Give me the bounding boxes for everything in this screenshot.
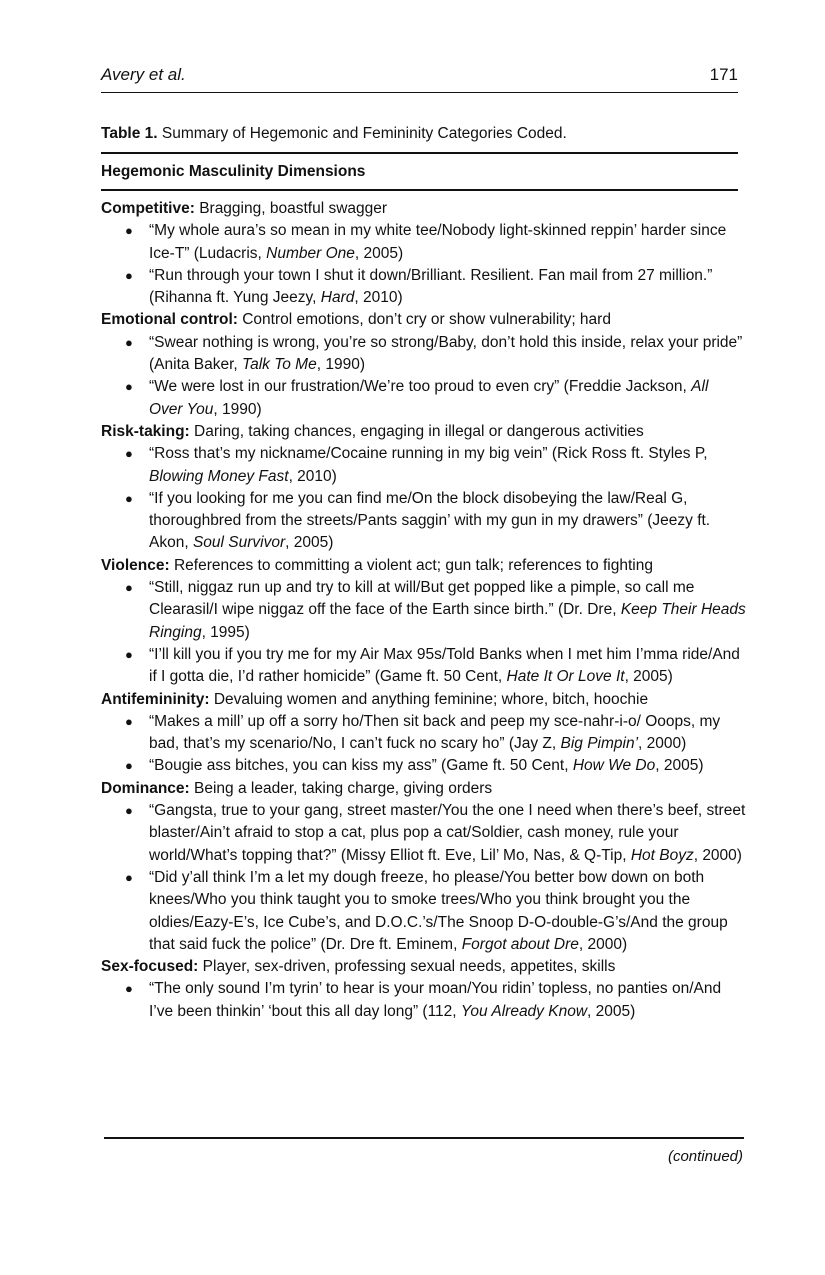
example-year: , 2005) (655, 757, 704, 775)
section-header-rule (101, 189, 738, 191)
example-item (101, 644, 746, 689)
example-quote: “Run through your town I shut it down/Brilliant. Resilient. Fan mail from 27 million.” (Rihanna ft. Yung Jeezy, (149, 266, 713, 307)
running-head (101, 64, 738, 86)
example-quote: “Swear nothing is wrong, you’re so strong/Baby, don’t hold this inside, relax your pride” (Anita Baker, (149, 333, 743, 374)
song-title: You Already Know (460, 1002, 588, 1020)
song-title: Number One (266, 244, 355, 262)
example-year: , 2005) (624, 668, 673, 686)
example-year: , 1990) (316, 356, 365, 374)
category-row (101, 689, 746, 711)
category-name: Risk-taking: (101, 422, 190, 440)
category-description: Being a leader, taking charge, giving orders (194, 779, 493, 797)
category-description: Daring, taking chances, engaging in illegal or dangerous activities (194, 422, 644, 440)
example-quote: “Gangsta, true to your gang, street master/You the one I need when there’s beef, street blaster/Ain’t afraid to stop a cat, plus pop a cat/Soldier, cash money, rule your world/What’s topping that?” (Missy Elliot ft. Eve, Lil’ Mo, Nas, & Q-Tip, (149, 802, 746, 864)
example-year: , 2005) (354, 244, 404, 262)
category-row (101, 421, 746, 443)
category-name: Violence: (101, 556, 170, 574)
example-list (101, 332, 746, 421)
table-top-rule (101, 152, 738, 154)
example-list (101, 978, 746, 1023)
example-year: , 2010) (354, 289, 403, 307)
song-title: Blowing Money Fast (149, 467, 289, 485)
example-quote: “If you looking for me you can find me/On the block disobeying the law/Real G, thoroughbred from the streets/Pants saggin’ with my gun in my drawers” (Jeezy ft. Akon, (149, 489, 711, 552)
song-title: Forgot about Dre (461, 935, 579, 953)
category-name: Emotional control: (101, 311, 238, 329)
example-item (101, 755, 746, 777)
song-title: Hate It Or Love It (506, 668, 625, 686)
section-header: Hegemonic Masculinity Dimensions (101, 163, 366, 180)
bullet-icon: ● (125, 490, 133, 506)
example-item (101, 332, 746, 377)
bullet-icon: ● (125, 803, 133, 819)
example-year: , 2000) (578, 935, 628, 953)
example-item (101, 265, 746, 310)
category-name: Dominance: (101, 779, 190, 797)
bullet-icon: ● (125, 869, 133, 885)
example-list (101, 577, 746, 688)
song-title: How We Do (572, 757, 656, 775)
example-year: , 2005) (285, 534, 334, 552)
category-description: Player, sex-driven, professing sexual needs, appetites, skills (202, 958, 616, 976)
song-title: Hot Boyz (630, 846, 694, 864)
example-quote: “Did y’all think I’m a let my dough freeze, ho please/You better bow down on both knees/Who you think taught you to smoke trees/Who you think brought you the oldies/Eazy-E’s, Ice Cube’s, and D.O.C.’s/The Snoop D-O-double-G’s/And the group that said fuck the police” (Dr. Dre ft. Eminem, (149, 868, 728, 953)
example-quote: “We were lost in our frustration/We’re too proud to even cry” (Freddie Jackson, (149, 378, 692, 396)
song-title: Hard (320, 289, 355, 307)
example-item (101, 711, 746, 756)
song-title: Keep Their Heads Ringing (149, 601, 746, 641)
bullet-icon: ● (125, 580, 133, 596)
continued-note: (continued) (667, 1148, 743, 1165)
example-list (101, 443, 746, 554)
example-year: , 2000) (638, 735, 687, 753)
example-year: , 2010) (288, 467, 337, 485)
example-year: , 2000) (693, 846, 742, 864)
table-body (101, 198, 746, 1023)
example-quote: “Bougie ass bitches, you can kiss my ass” (Game ft. 50 Cent, (149, 757, 573, 775)
category-name: Competitive: (101, 200, 195, 217)
example-item (101, 978, 746, 1023)
table-bottom-rule (104, 1137, 744, 1139)
category-description: Bragging, boastful swagger (199, 200, 388, 217)
example-list (101, 800, 746, 956)
category-name: Antifemininity: (101, 690, 210, 708)
bullet-icon: ● (125, 758, 133, 774)
example-year: , 2005) (587, 1002, 636, 1020)
song-title: All Over You (149, 378, 709, 418)
table-caption (101, 124, 741, 144)
table-label: Table 1. (101, 125, 158, 142)
example-quote: “Makes a mill’ up off a sorry ho/Then sit back and peep my sce-nahr-i-o/ Ooops, my bad, that’s my scenario/No, I can’t fuck no scary ho” (Jay Z, (149, 712, 721, 753)
bullet-icon: ● (125, 713, 133, 729)
table-caption-text: Summary of Hegemonic and Femininity Categories Coded. (161, 125, 567, 142)
example-quote: “My whole aura’s so mean in my white tee/Nobody light-skinned reppin’ harder since Ice-T” (Ludacris, (149, 222, 727, 262)
example-item (101, 800, 746, 867)
song-title: Big Pimpin’ (560, 735, 639, 753)
example-item (101, 220, 746, 265)
bullet-icon: ● (125, 646, 133, 662)
bullet-icon: ● (125, 379, 133, 395)
bullet-icon: ● (125, 223, 133, 239)
example-quote: “The only sound I’m tyrin’ to hear is your moan/You ridin’ topless, no panties on/And I’ve been thinkin’ ‘bout this all day long” (112, (149, 980, 722, 1020)
category-row (101, 555, 746, 577)
song-title: Soul Survivor (192, 534, 286, 552)
example-item (101, 488, 746, 555)
song-title: Talk To Me (242, 356, 317, 374)
category-row (101, 309, 746, 331)
example-list (101, 220, 746, 309)
example-quote: “I’ll kill you if you try me for my Air Max 95s/Told Banks when I met him I’mma ride/And if I gotta die, I’d rather homicide” (Game ft. 50 Cent, (149, 645, 740, 686)
example-item (101, 577, 746, 644)
page-number: 171 (709, 65, 738, 84)
bullet-icon: ● (125, 981, 133, 997)
category-row (101, 956, 746, 978)
category-row (101, 198, 746, 220)
example-year: , 1990) (213, 400, 262, 418)
header-rule (101, 92, 738, 93)
example-year: , 1995) (201, 623, 250, 641)
bullet-icon: ● (125, 267, 133, 283)
example-quote: “Still, niggaz run up and try to kill at will/But get popped like a pimple, so call me Clearasil/I wipe niggaz off the face of the Earth since birth.” (Dr. Dre, (149, 579, 695, 619)
category-description: References to committing a violent act; gun talk; references to fighting (173, 556, 653, 574)
running-head-authors: Avery et al. (101, 65, 186, 84)
category-description: Control emotions, don’t cry or show vulnerability; hard (242, 311, 611, 329)
example-item (101, 867, 746, 956)
category-row (101, 778, 746, 800)
bullet-icon: ● (125, 446, 133, 462)
example-quote: “Ross that’s my nickname/Cocaine running in my big vein” (Rick Ross ft. Styles P, (149, 445, 708, 463)
category-description: Devaluing women and anything feminine; whore, bitch, hoochie (213, 690, 649, 708)
bullet-icon: ● (125, 334, 133, 350)
example-item (101, 376, 746, 421)
category-name: Sex-focused: (101, 958, 199, 976)
example-item (101, 443, 746, 488)
example-list (101, 711, 746, 778)
